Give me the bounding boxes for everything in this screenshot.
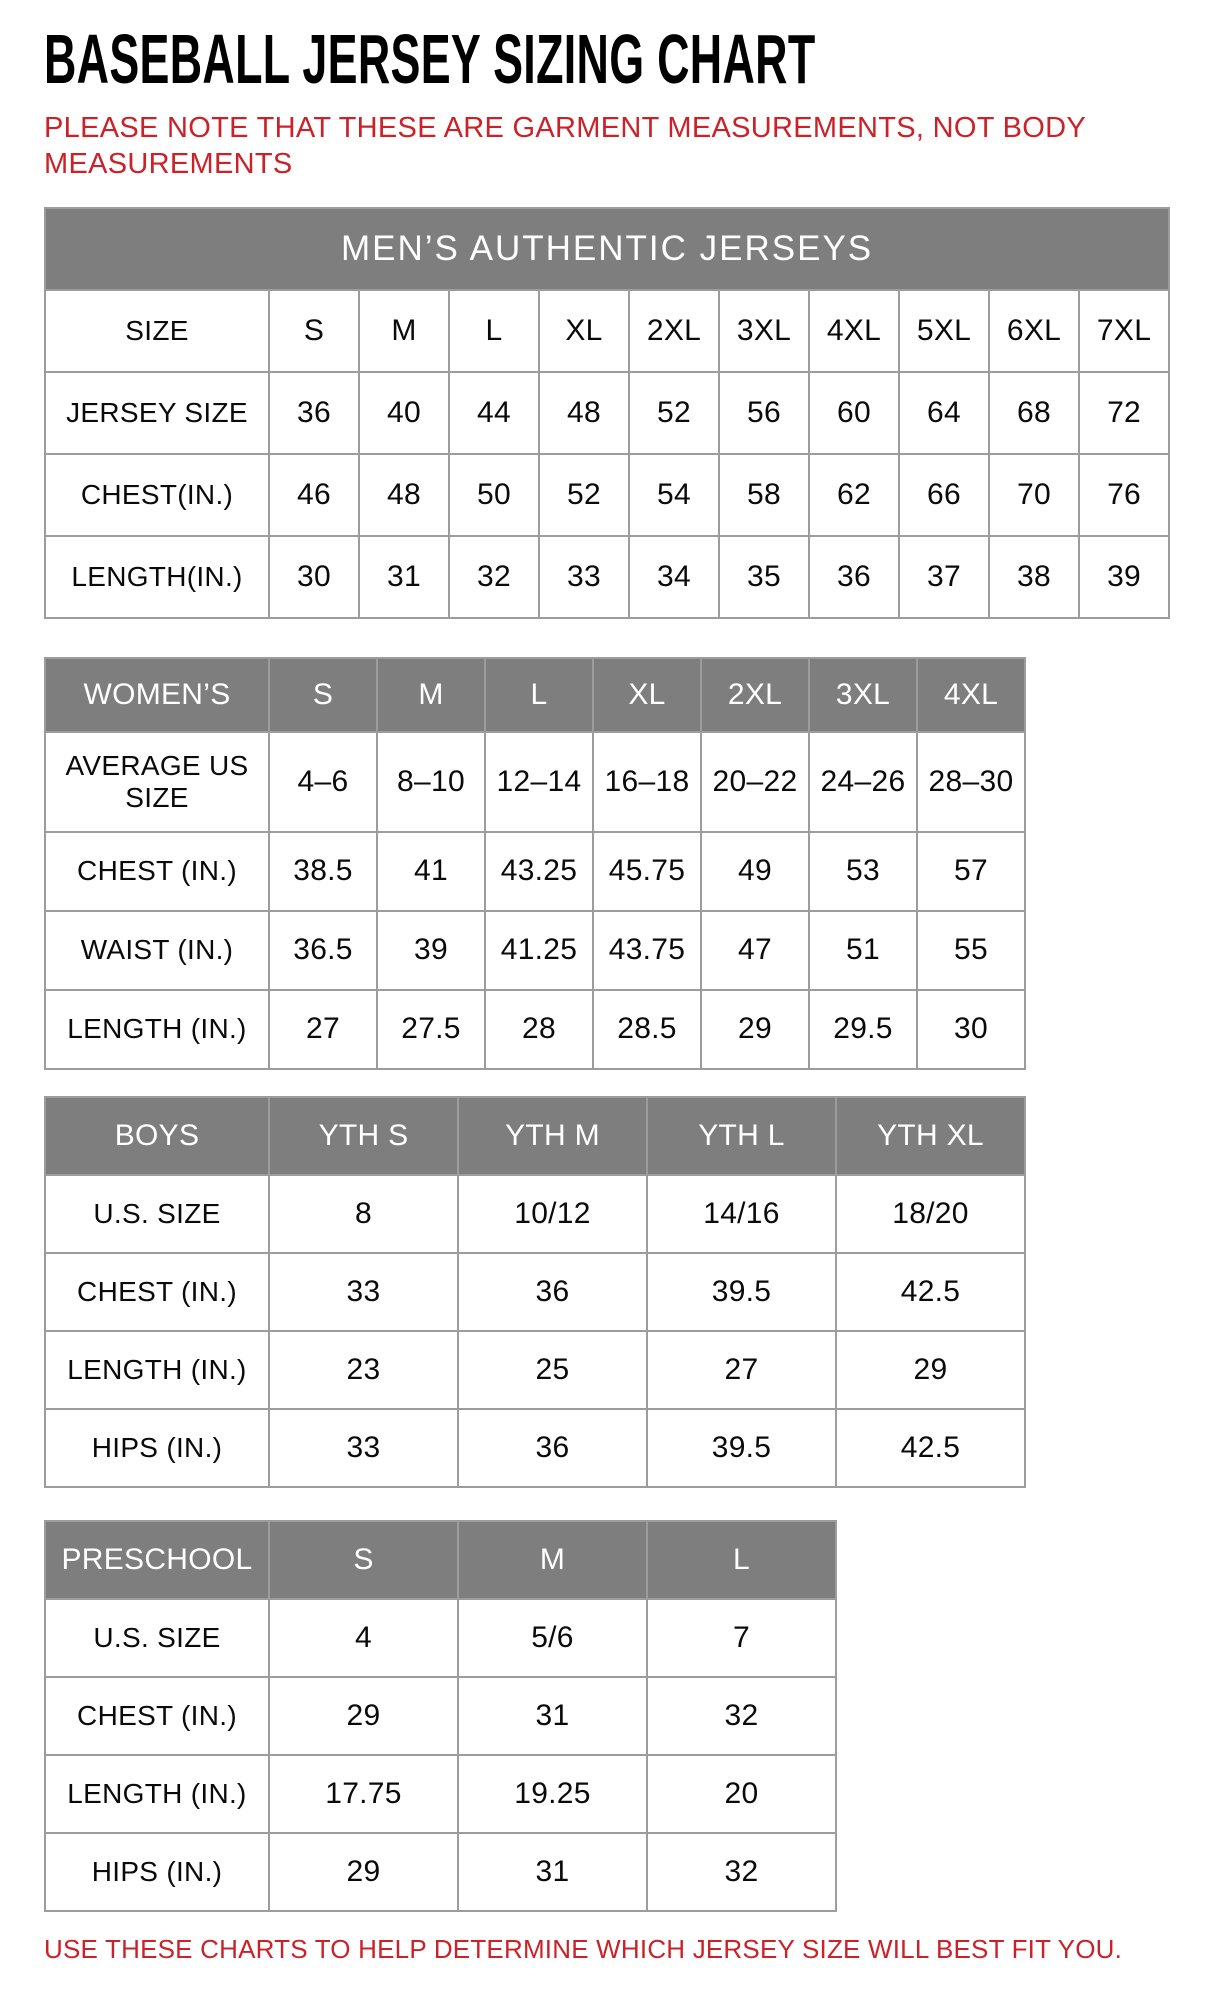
page-title: BASEBALL JERSEY SIZING CHART [44, 20, 816, 98]
column-header: 4XL [917, 658, 1025, 732]
cell: 27 [269, 990, 377, 1069]
cell: 37 [899, 536, 989, 618]
table-row [45, 1175, 1025, 1253]
row-label: LENGTH(IN.) [45, 536, 269, 618]
table-row [45, 1409, 1025, 1487]
cell: 12–14 [485, 732, 593, 832]
cell: XL [539, 290, 629, 372]
row-label: U.S. SIZE [45, 1175, 269, 1253]
cell: 4 [269, 1599, 458, 1677]
cell: 40 [359, 372, 449, 454]
cell: 45.75 [593, 832, 701, 911]
row-label: JERSEY SIZE [45, 372, 269, 454]
cell: 23 [269, 1331, 458, 1409]
cell: 2XL [629, 290, 719, 372]
preschool-header-row [45, 1521, 836, 1599]
column-header: L [647, 1521, 836, 1599]
table-row [45, 832, 1025, 911]
cell: 36 [458, 1409, 647, 1487]
table-row [45, 536, 1169, 618]
cell: 39 [377, 911, 485, 990]
cell: 41 [377, 832, 485, 911]
table-row [45, 372, 1169, 454]
column-header: YTH L [647, 1097, 836, 1175]
cell: 51 [809, 911, 917, 990]
cell: 30 [269, 536, 359, 618]
cell: 29.5 [809, 990, 917, 1069]
mens-table-title: MEN’S AUTHENTIC JERSEYS [45, 208, 1169, 290]
table-row [45, 1755, 836, 1833]
row-label: SIZE [45, 290, 269, 372]
cell: 16–18 [593, 732, 701, 832]
table-row [45, 290, 1169, 372]
row-label: CHEST (IN.) [45, 1677, 269, 1755]
column-header: YTH M [458, 1097, 647, 1175]
cell: 38 [989, 536, 1079, 618]
cell: 28 [485, 990, 593, 1069]
boys-sizing-table [44, 1096, 1026, 1488]
table-row [45, 1253, 1025, 1331]
cell: 49 [701, 832, 809, 911]
cell: 14/16 [647, 1175, 836, 1253]
cell: 31 [359, 536, 449, 618]
cell: 7XL [1079, 290, 1169, 372]
table-row [45, 1677, 836, 1755]
cell: 43.75 [593, 911, 701, 990]
column-header: M [458, 1521, 647, 1599]
cell: 36.5 [269, 911, 377, 990]
cell: 46 [269, 454, 359, 536]
cell: 32 [647, 1833, 836, 1911]
cell: 76 [1079, 454, 1169, 536]
preschool-sizing-table [44, 1520, 837, 1912]
cell: 48 [359, 454, 449, 536]
cell: 39.5 [647, 1253, 836, 1331]
table-row [45, 990, 1025, 1069]
cell: 66 [899, 454, 989, 536]
cell: 4–6 [269, 732, 377, 832]
cell: 50 [449, 454, 539, 536]
cell: 70 [989, 454, 1079, 536]
cell: 27.5 [377, 990, 485, 1069]
womens-table-title: WOMEN’S [45, 658, 269, 732]
cell: 8 [269, 1175, 458, 1253]
cell: 33 [269, 1253, 458, 1331]
cell: 58 [719, 454, 809, 536]
cell: 36 [809, 536, 899, 618]
cell: 20–22 [701, 732, 809, 832]
cell: 34 [629, 536, 719, 618]
cell: 68 [989, 372, 1079, 454]
cell: 28–30 [917, 732, 1025, 832]
cell: 57 [917, 832, 1025, 911]
cell: 56 [719, 372, 809, 454]
column-header: S [269, 1521, 458, 1599]
cell: 64 [899, 372, 989, 454]
boys-table-title: BOYS [45, 1097, 269, 1175]
cell: 24–26 [809, 732, 917, 832]
column-header: 3XL [809, 658, 917, 732]
cell: 53 [809, 832, 917, 911]
cell: 36 [269, 372, 359, 454]
cell: 7 [647, 1599, 836, 1677]
cell: 42.5 [836, 1253, 1025, 1331]
cell: 35 [719, 536, 809, 618]
mens-authentic-jerseys-table [44, 207, 1170, 619]
cell: 25 [458, 1331, 647, 1409]
column-header: M [377, 658, 485, 732]
table-row [45, 732, 1025, 832]
cell: 31 [458, 1833, 647, 1911]
fit-guidance-note: USE THESE CHARTS TO HELP DETERMINE WHICH JERSEY SIZE WILL BEST FIT YOU. [44, 1933, 1123, 1964]
row-label: LENGTH (IN.) [45, 990, 269, 1069]
row-label: WAIST (IN.) [45, 911, 269, 990]
cell: 27 [647, 1331, 836, 1409]
cell: 33 [269, 1409, 458, 1487]
column-header: YTH XL [836, 1097, 1025, 1175]
table-row [45, 454, 1169, 536]
garment-measurements-note: PLEASE NOTE THAT THESE ARE GARMENT MEASUREMENTS, NOT BODY MEASUREMENTS [44, 112, 1086, 181]
row-label: HIPS (IN.) [45, 1409, 269, 1487]
row-label: LENGTH (IN.) [45, 1755, 269, 1833]
column-header: 2XL [701, 658, 809, 732]
cell: 62 [809, 454, 899, 536]
cell: 3XL [719, 290, 809, 372]
cell: 19.25 [458, 1755, 647, 1833]
cell: 52 [629, 372, 719, 454]
cell: 32 [449, 536, 539, 618]
row-label: HIPS (IN.) [45, 1833, 269, 1911]
cell: 52 [539, 454, 629, 536]
cell: 4XL [809, 290, 899, 372]
cell: 29 [269, 1833, 458, 1911]
cell: 28.5 [593, 990, 701, 1069]
column-header: S [269, 658, 377, 732]
cell: 17.75 [269, 1755, 458, 1833]
cell: 8–10 [377, 732, 485, 832]
cell: 29 [836, 1331, 1025, 1409]
cell: 39.5 [647, 1409, 836, 1487]
cell: 29 [269, 1677, 458, 1755]
cell: L [449, 290, 539, 372]
cell: 39 [1079, 536, 1169, 618]
cell: 6XL [989, 290, 1079, 372]
table-row [45, 1599, 836, 1677]
cell: 36 [458, 1253, 647, 1331]
cell: 60 [809, 372, 899, 454]
cell: M [359, 290, 449, 372]
cell: 38.5 [269, 832, 377, 911]
womens-header-row [45, 658, 1025, 732]
row-label: CHEST(IN.) [45, 454, 269, 536]
cell: S [269, 290, 359, 372]
cell: 5XL [899, 290, 989, 372]
cell: 20 [647, 1755, 836, 1833]
cell: 10/12 [458, 1175, 647, 1253]
cell: 5/6 [458, 1599, 647, 1677]
boys-header-row [45, 1097, 1025, 1175]
cell: 33 [539, 536, 629, 618]
cell: 29 [701, 990, 809, 1069]
preschool-table-title: PRESCHOOL [45, 1521, 269, 1599]
row-label: CHEST (IN.) [45, 1253, 269, 1331]
cell: 47 [701, 911, 809, 990]
cell: 54 [629, 454, 719, 536]
column-header: L [485, 658, 593, 732]
cell: 18/20 [836, 1175, 1025, 1253]
row-label: LENGTH (IN.) [45, 1331, 269, 1409]
cell: 44 [449, 372, 539, 454]
cell: 55 [917, 911, 1025, 990]
table-row [45, 1833, 836, 1911]
table-row [45, 911, 1025, 990]
column-header: YTH S [269, 1097, 458, 1175]
cell: 41.25 [485, 911, 593, 990]
cell: 32 [647, 1677, 836, 1755]
cell: 30 [917, 990, 1025, 1069]
womens-sizing-table [44, 657, 1026, 1070]
cell: 31 [458, 1677, 647, 1755]
cell: 48 [539, 372, 629, 454]
mens-table-title-row [45, 208, 1169, 290]
cell: 72 [1079, 372, 1169, 454]
row-label: U.S. SIZE [45, 1599, 269, 1677]
row-label: CHEST (IN.) [45, 832, 269, 911]
row-label: AVERAGE US SIZE [45, 732, 269, 832]
table-row [45, 1331, 1025, 1409]
column-header: XL [593, 658, 701, 732]
cell: 43.25 [485, 832, 593, 911]
cell: 42.5 [836, 1409, 1025, 1487]
